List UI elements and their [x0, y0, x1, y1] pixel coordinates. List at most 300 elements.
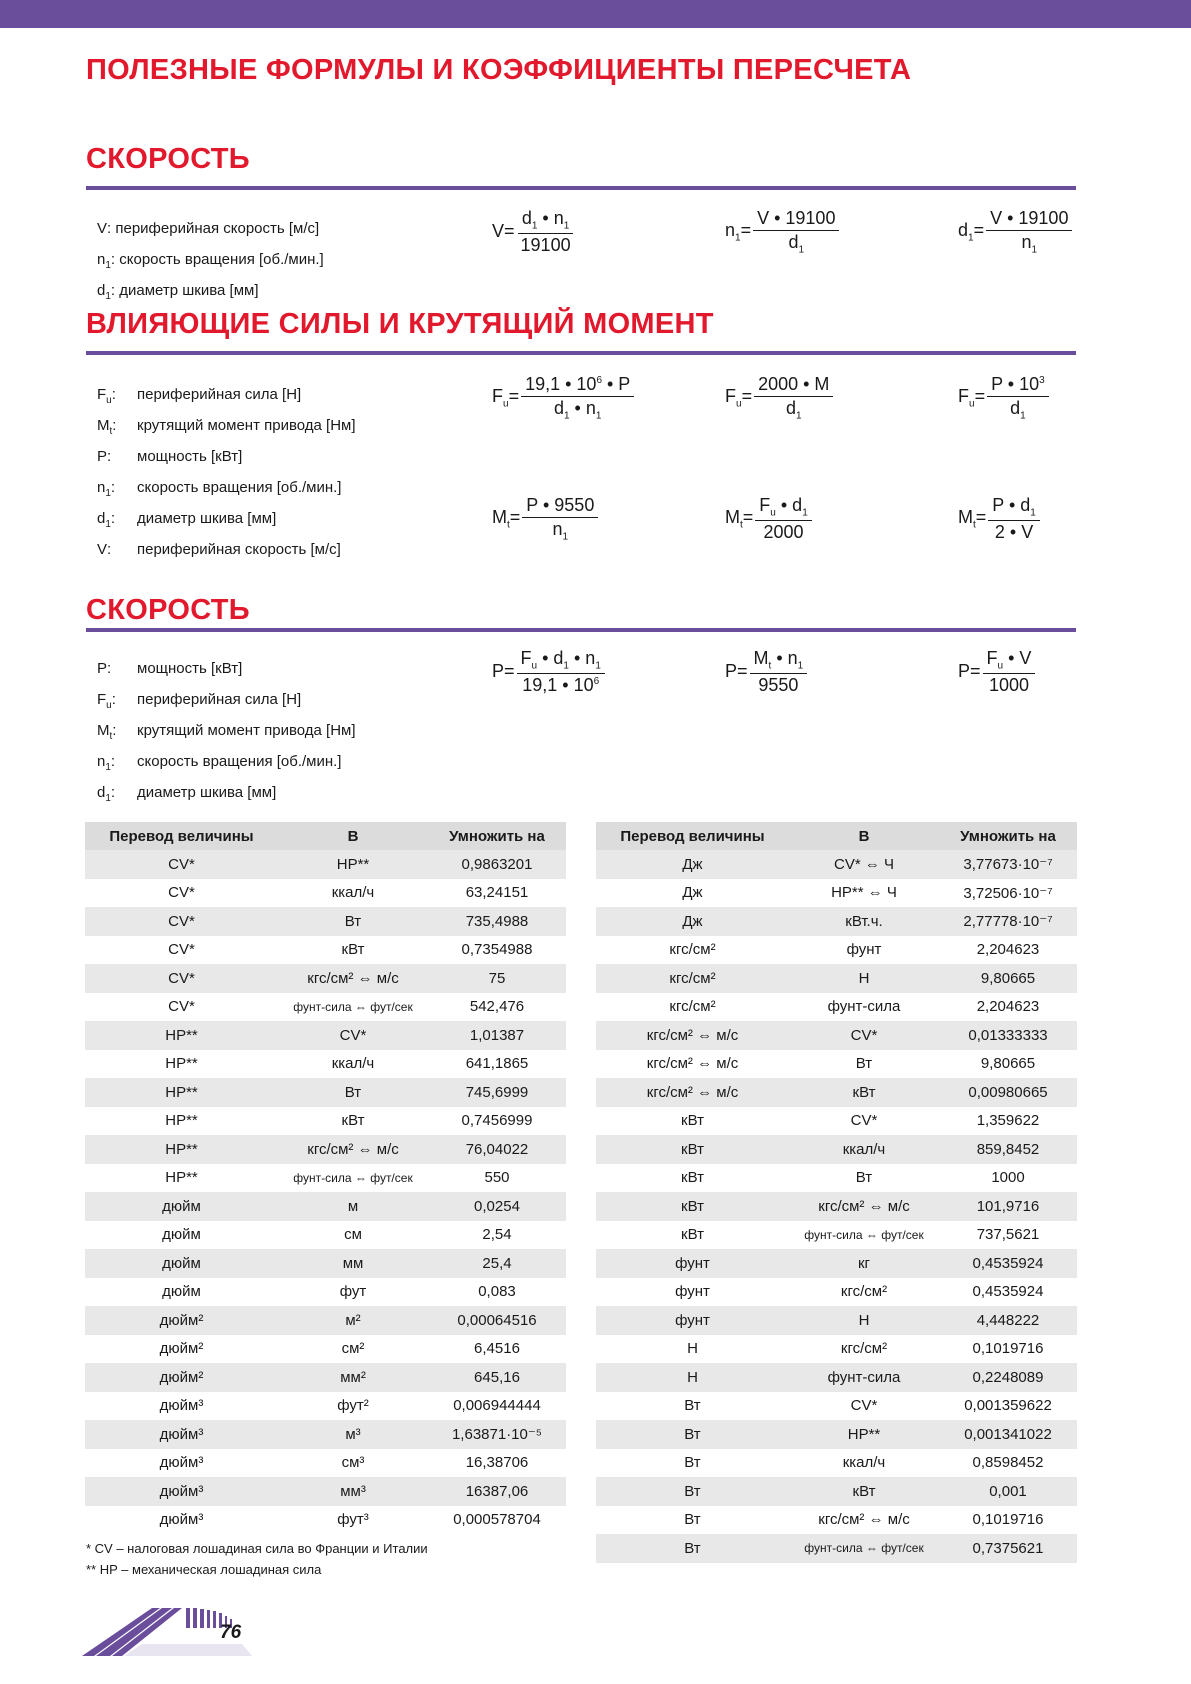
from-unit-cell: Дж [596, 850, 789, 879]
section-divider [86, 351, 1076, 355]
formula-fu-power: $F_u=$ $\frac{19,1 • 10^6 • P}{d_1 • n_1}$ [492, 374, 634, 422]
to-unit-cell: CV* [789, 1021, 939, 1050]
to-unit-cell: кгс/см² [840, 1340, 888, 1358]
to-unit-cell: фунт-сила [789, 1363, 939, 1392]
factor-cell: 2,77778·10⁻⁷ [939, 907, 1077, 936]
to-unit-cell: фунт [846, 941, 882, 959]
formula-p-force: P= $\frac{F_u • d_1 • n_1}{19,1 • 10^6}$ [492, 648, 605, 696]
table-row [596, 1278, 1077, 1307]
table-row [85, 1021, 566, 1050]
factor-cell: 0,7456999 [461, 1112, 533, 1130]
from-unit-cell: Вт [684, 1454, 701, 1472]
from-unit-cell: CV* [168, 884, 195, 902]
factor-cell: 0,7354988 [461, 941, 533, 959]
to-unit-cell: см² [341, 1340, 365, 1358]
factor-cell: 0,000578704 [453, 1511, 541, 1529]
to-unit-cell: кВт.ч. [789, 907, 939, 936]
to-unit-cell: HP** [789, 1420, 939, 1449]
definitions-list [97, 656, 356, 811]
to-unit-cell: кг [789, 1249, 939, 1278]
table-row [85, 993, 566, 1022]
definition-symbol [97, 382, 137, 413]
table-row [85, 964, 566, 993]
table-row [85, 850, 566, 879]
formula-fu-power-2: $F_u=$ $\frac{P • 10^3}{d_1}$ [958, 374, 1049, 422]
factor-cell: 1,01387 [428, 1021, 566, 1050]
factor-cell: 2,204623 [976, 941, 1040, 959]
definition-text: мощность [кВт] [137, 448, 243, 465]
symbol-colon: : [112, 722, 117, 739]
factor-cell: 0,9863201 [428, 850, 566, 879]
symbol-colon: : [107, 448, 112, 465]
definition-text: диаметр шкива [мм] [137, 510, 277, 527]
symbol-letter: F [97, 386, 107, 403]
from-unit-cell: CV* [85, 850, 278, 879]
column-header: Перевод величины [85, 822, 278, 850]
from-unit-cell: фунт [675, 1283, 710, 1301]
table-row [596, 1335, 1077, 1364]
factor-cell: 0,00980665 [939, 1078, 1077, 1107]
to-unit-cell: фунт-сила ⇔ фут/сек [293, 999, 413, 1014]
from-unit-cell: Дж [596, 907, 789, 936]
to-unit-cell: см [344, 1226, 362, 1244]
table-row [85, 1420, 566, 1449]
table-row [596, 993, 1077, 1022]
to-unit-cell: м [278, 1192, 428, 1221]
to-unit-cell: Вт [855, 1055, 873, 1073]
to-unit-cell: фунт-сила ⇔ фут/сек [293, 1170, 413, 1185]
formula-fu-torque: $F_u=$ $\frac{2000 • M}{d_1}$ [725, 374, 833, 422]
definition-symbol [97, 506, 137, 537]
from-unit-cell: кВт [596, 1135, 789, 1164]
factor-cell: 0,7375621 [939, 1534, 1077, 1563]
definition-text: периферийная скорость [м/с] [115, 220, 320, 237]
definition-symbol [97, 444, 137, 475]
column-header: Умножить на [428, 822, 566, 850]
table-row [596, 1107, 1077, 1136]
table-row [596, 1021, 1077, 1050]
factor-cell: 3,77673·10⁻⁷ [939, 850, 1077, 879]
factor-cell: 0,01333333 [939, 1021, 1077, 1050]
symbol-subscript: u [106, 700, 112, 711]
formula-mt-power: $M_t=$ $\frac{P • 9550}{n_1}$ [492, 495, 598, 543]
table-row [85, 1164, 566, 1193]
formula-n1: $n_1=$ $\frac{V • 19100}{d_1}$ [725, 208, 839, 256]
section-title: ВЛИЯЮЩИЕ СИЛЫ И КРУТЯЩИЙ МОМЕНТ [86, 308, 714, 340]
from-unit-cell: дюйм² [85, 1306, 278, 1335]
factor-cell: 859,8452 [939, 1135, 1077, 1164]
symbol-colon: : [110, 251, 116, 268]
definition-text: скорость вращения [об./мин.] [119, 251, 324, 268]
table-row [85, 1335, 566, 1364]
to-unit-cell: HP** [278, 850, 428, 879]
from-unit-cell: HP** [165, 1055, 198, 1073]
symbol-letter: n [97, 753, 106, 770]
to-unit-cell: кгс/см² ⇔ м/с [818, 1511, 910, 1529]
factor-cell: 0,4535924 [939, 1249, 1077, 1278]
factor-cell: 1000 [991, 1169, 1025, 1187]
from-unit-cell: Вт [596, 1420, 789, 1449]
to-unit-cell: Вт [278, 907, 428, 936]
from-unit-cell: Н [687, 1340, 698, 1358]
column-header: Умножить на [939, 822, 1077, 850]
section-title: СКОРОСТЬ [86, 143, 250, 175]
definition-item [97, 382, 356, 413]
table-row [85, 907, 566, 936]
factor-cell: 63,24151 [465, 884, 529, 902]
table-row [596, 936, 1077, 965]
from-unit-cell: CV* [85, 907, 278, 936]
table-row [596, 1506, 1077, 1535]
from-unit-cell: дюйм [85, 1192, 278, 1221]
factor-cell: 1,63871·10⁻⁵ [428, 1420, 566, 1449]
table-row [596, 1534, 1077, 1563]
factor-cell: 0,4535924 [972, 1283, 1044, 1301]
definition-item [97, 506, 356, 537]
from-unit-cell: Вт [684, 1397, 701, 1415]
factor-cell: 75 [428, 964, 566, 993]
column-header: В [278, 822, 428, 850]
table-row [596, 879, 1077, 908]
factor-cell: 735,4988 [428, 907, 566, 936]
table-row [85, 1477, 566, 1506]
table-row [596, 1078, 1077, 1107]
symbol-subscript: 1 [105, 488, 111, 499]
definition-symbol [97, 475, 137, 506]
table-row [596, 1050, 1077, 1079]
definition-text: периферийная сила [Н] [137, 386, 302, 403]
table-row [85, 879, 566, 908]
factor-cell: 16387,06 [428, 1477, 566, 1506]
definition-item [97, 718, 356, 749]
factor-cell: 550 [484, 1169, 510, 1187]
definition-symbol [97, 537, 137, 568]
from-unit-cell: кВт [596, 1192, 789, 1221]
definition-item [97, 475, 356, 506]
to-unit-cell: ккал/ч [331, 884, 375, 902]
table-row [596, 1477, 1077, 1506]
to-unit-cell: HP** ⇔ Ч [831, 884, 897, 902]
definition-text: крутящий момент привода [Нм] [137, 722, 356, 739]
symbol-letter: M [97, 417, 110, 434]
conversion-table-right [596, 822, 1077, 1563]
to-unit-cell: CV* ⇔ Ч [789, 850, 939, 879]
from-unit-cell: дюйм³ [85, 1477, 278, 1506]
symbol-colon: : [110, 479, 116, 496]
to-unit-cell: кВт [789, 1477, 939, 1506]
to-unit-cell: кгс/см² ⇔ м/с [278, 964, 428, 993]
factor-cell: 0,006944444 [453, 1397, 541, 1415]
definitions-list [97, 216, 324, 309]
to-unit-cell: кВт [341, 1112, 365, 1130]
formula-d1: $d_1=$ $\frac{V • 19100}{n_1}$ [958, 208, 1072, 256]
factor-cell: 6,4516 [474, 1340, 520, 1358]
definition-symbol [97, 251, 116, 271]
symbol-colon: : [110, 784, 116, 801]
from-unit-cell: фунт [596, 1306, 789, 1335]
definition-item [97, 444, 356, 475]
formula-p-torque: P= $\frac{M_t • n_1}{9550}$ [725, 648, 807, 696]
to-unit-cell: Вт [278, 1078, 428, 1107]
symbol-subscript: 1 [105, 519, 111, 530]
symbol-letter: n [97, 251, 106, 268]
to-unit-cell: кгс/см² ⇔ м/с [278, 1135, 428, 1164]
table-row [85, 1506, 566, 1535]
from-unit-cell: Вт [684, 1511, 701, 1529]
factor-cell: 0,2248089 [939, 1363, 1077, 1392]
from-unit-cell: кгс/см² [596, 964, 789, 993]
from-unit-cell: кВт [681, 1112, 704, 1130]
formula-mt-force: $M_t=$ $\frac{F_u • d_1}{2000}$ [725, 495, 812, 543]
definition-symbol [97, 413, 137, 444]
table-row [596, 964, 1077, 993]
definition-item [97, 413, 356, 444]
symbol-colon: : [111, 691, 116, 708]
to-unit-cell: Н [789, 1306, 939, 1335]
symbol-subscript: t [109, 426, 113, 437]
from-unit-cell: CV* [85, 964, 278, 993]
top-bar [0, 0, 1191, 28]
factor-cell: 101,9716 [939, 1192, 1077, 1221]
factor-cell: 0,001359622 [964, 1397, 1052, 1415]
definition-item [97, 656, 356, 687]
to-unit-cell: CV* [850, 1112, 878, 1130]
factor-cell: 0,001 [939, 1477, 1077, 1506]
factor-cell: 16,38706 [465, 1454, 529, 1472]
from-unit-cell: Дж [682, 884, 703, 902]
definition-item [97, 247, 324, 278]
symbol-letter: d [97, 510, 106, 527]
table-row [596, 1135, 1077, 1164]
from-unit-cell: дюйм³ [159, 1454, 204, 1472]
symbol-colon: : [110, 753, 116, 770]
table-row [596, 1363, 1077, 1392]
to-unit-cell: кВт [789, 1078, 939, 1107]
to-unit-cell: мм³ [278, 1477, 428, 1506]
symbol-subscript: u [106, 395, 112, 406]
table-row [596, 1249, 1077, 1278]
factor-cell: 0,001341022 [939, 1420, 1077, 1449]
from-unit-cell: кгс/см² ⇔ м/с [596, 1021, 789, 1050]
from-unit-cell: кВт [681, 1226, 704, 1244]
symbol-letter: V [97, 220, 108, 237]
factor-cell: 9,80665 [980, 1055, 1036, 1073]
definition-symbol [97, 220, 111, 237]
from-unit-cell: HP** [165, 1169, 198, 1187]
definition-item [97, 687, 356, 718]
definition-item [97, 278, 324, 309]
definition-item [97, 780, 356, 811]
factor-cell: 0,8598452 [972, 1454, 1044, 1472]
table-row [596, 907, 1077, 936]
table-row [596, 1392, 1077, 1421]
table-row [85, 1449, 566, 1478]
section-title: СКОРОСТЬ [86, 594, 250, 626]
table-row [85, 1221, 566, 1250]
formula-v: V= $\frac{d_1 • n_1}{19100}$ [492, 208, 575, 256]
section-divider [86, 628, 1076, 632]
to-unit-cell: см³ [341, 1454, 365, 1472]
symbol-letter: F [97, 691, 107, 708]
table-row [596, 1164, 1077, 1193]
conversion-table-left [85, 822, 566, 1534]
from-unit-cell: CV* [168, 998, 195, 1016]
section-power [86, 594, 1076, 627]
symbol-letter: V [97, 541, 108, 558]
table-row [85, 1363, 566, 1392]
from-unit-cell: дюйм² [159, 1340, 204, 1358]
symbol-subscript: 1 [105, 260, 111, 271]
from-unit-cell: HP** [85, 1135, 278, 1164]
factor-cell: 745,6999 [428, 1078, 566, 1107]
factor-cell: 9,80665 [939, 964, 1077, 993]
factor-cell: 1,359622 [976, 1112, 1040, 1130]
symbol-colon: : [111, 386, 116, 403]
symbol-colon: : [110, 282, 116, 299]
factor-cell: 641,1865 [465, 1055, 529, 1073]
section-divider [86, 186, 1076, 190]
column-header: В [789, 822, 939, 850]
definition-symbol [97, 780, 137, 811]
definition-text: периферийная скорость [м/с] [137, 541, 341, 558]
symbol-letter: n [97, 479, 106, 496]
factor-cell: 4,448222 [939, 1306, 1077, 1335]
factor-cell: 0,083 [478, 1283, 516, 1301]
table-row [85, 1135, 566, 1164]
from-unit-cell: дюйм [85, 1249, 278, 1278]
from-unit-cell: HP** [165, 1112, 198, 1130]
symbol-subscript: 1 [105, 793, 111, 804]
definition-text: скорость вращения [об./мин.] [137, 753, 342, 770]
symbol-letter: M [97, 722, 110, 739]
factor-cell: 0,0254 [428, 1192, 566, 1221]
definition-symbol [97, 749, 137, 780]
to-unit-cell: Вт [855, 1169, 873, 1187]
definition-text: периферийная сила [Н] [137, 691, 302, 708]
from-unit-cell: дюйм [162, 1226, 201, 1244]
from-unit-cell: кгс/см² [669, 998, 716, 1016]
factor-cell: 645,16 [428, 1363, 566, 1392]
factor-cell: 2,54 [482, 1226, 512, 1244]
from-unit-cell: Вт [596, 1534, 789, 1563]
symbol-colon: : [107, 660, 112, 677]
table-row [596, 1192, 1077, 1221]
symbol-colon: : [107, 541, 112, 558]
factor-cell: 3,72506·10⁻⁷ [963, 884, 1053, 902]
table-row [85, 1107, 566, 1136]
from-unit-cell: дюйм³ [159, 1511, 204, 1529]
definition-symbol [97, 718, 137, 749]
symbol-colon: : [110, 510, 116, 527]
to-unit-cell: фут³ [337, 1511, 369, 1529]
from-unit-cell: дюйм³ [159, 1397, 204, 1415]
definition-item [97, 537, 356, 568]
column-header: Перевод величины [596, 822, 789, 850]
footnote-cv: * CV – налоговая лошадиная сила во Франции и Италии [86, 1541, 428, 1556]
factor-cell: 0,1019716 [972, 1511, 1044, 1529]
section-speed [86, 143, 1076, 176]
from-unit-cell: HP** [85, 1078, 278, 1107]
definition-text: крутящий момент привода [Нм] [137, 417, 356, 434]
definition-symbol [97, 656, 137, 687]
table-row [85, 1192, 566, 1221]
to-unit-cell: фунт-сила ⇔ фут/сек [789, 1534, 939, 1563]
factor-cell: 25,4 [428, 1249, 566, 1278]
to-unit-cell: Н [789, 964, 939, 993]
to-unit-cell: мм [278, 1249, 428, 1278]
table-row [596, 1221, 1077, 1250]
formula-mt-speed: $M_t=$ $\frac{P • d_1}{2 • V}$ [958, 495, 1040, 543]
symbol-letter: P [97, 448, 108, 465]
symbol-subscript: 1 [105, 762, 111, 773]
from-unit-cell: CV* [168, 941, 195, 959]
table-row [85, 1078, 566, 1107]
from-unit-cell: дюйм³ [85, 1420, 278, 1449]
from-unit-cell: Вт [596, 1477, 789, 1506]
from-unit-cell: дюйм² [85, 1363, 278, 1392]
to-unit-cell: фунт-сила [827, 998, 901, 1016]
definition-item [97, 749, 356, 780]
definition-text: мощность [кВт] [137, 660, 243, 677]
table-row [596, 1306, 1077, 1335]
factor-cell: 737,5621 [976, 1226, 1040, 1244]
definition-text: диаметр шкива [мм] [137, 784, 277, 801]
table-row [85, 1278, 566, 1307]
factor-cell: 0,00064516 [428, 1306, 566, 1335]
page-title: ПОЛЕЗНЫЕ ФОРМУЛЫ И КОЭФФИЦИЕНТЫ ПЕРЕСЧЕТА [86, 54, 912, 86]
definition-text: диаметр шкива [мм] [119, 282, 259, 299]
symbol-letter: d [97, 282, 106, 299]
to-unit-cell: ккал/ч [331, 1055, 375, 1073]
to-unit-cell: фут² [337, 1397, 369, 1415]
definition-symbol [97, 687, 137, 718]
table-row [596, 850, 1077, 879]
definition-text: скорость вращения [об./мин.] [137, 479, 342, 496]
definitions-list [97, 382, 356, 568]
from-unit-cell: дюйм [162, 1283, 201, 1301]
to-unit-cell: мм² [278, 1363, 428, 1392]
table-row [85, 936, 566, 965]
table-row [85, 1050, 566, 1079]
formula-p-velocity: P= $\frac{F_u • V}{1000}$ [958, 648, 1035, 696]
section-forces-torque [86, 308, 1076, 341]
from-unit-cell: кгс/см² ⇔ м/с [646, 1055, 739, 1073]
to-unit-cell: м² [278, 1306, 428, 1335]
symbol-colon: : [112, 417, 117, 434]
table-row [85, 1249, 566, 1278]
from-unit-cell: кгс/см² [669, 941, 716, 959]
to-unit-cell: кгс/см² [840, 1283, 888, 1301]
definition-item [97, 216, 324, 247]
to-unit-cell: фунт-сила ⇔ фут/сек [804, 1227, 924, 1242]
symbol-subscript: 1 [105, 291, 111, 302]
to-unit-cell: м³ [278, 1420, 428, 1449]
to-unit-cell: кВт [341, 941, 365, 959]
symbol-letter: P [97, 660, 108, 677]
from-unit-cell: фунт [596, 1249, 789, 1278]
from-unit-cell: кгс/см² ⇔ м/с [596, 1078, 789, 1107]
page-number: 76 [220, 1622, 242, 1643]
table-row [85, 1392, 566, 1421]
footnote-hp: ** HP – механическая лошадиная сила [86, 1562, 322, 1577]
symbol-letter: d [97, 784, 106, 801]
to-unit-cell: ккал/ч [842, 1454, 886, 1472]
from-unit-cell: Н [596, 1363, 789, 1392]
to-unit-cell: фут [339, 1283, 367, 1301]
to-unit-cell: CV* [850, 1397, 878, 1415]
to-unit-cell: CV* [278, 1021, 428, 1050]
table-row [596, 1420, 1077, 1449]
